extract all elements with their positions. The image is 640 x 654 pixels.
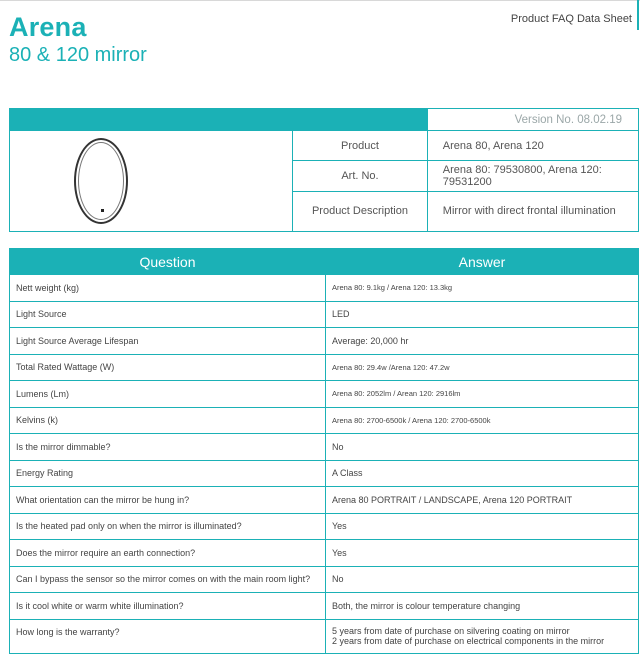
table-row — [10, 593, 639, 620]
answer-cell: A Class — [326, 460, 639, 487]
answer-cell: Yes — [326, 513, 639, 540]
table-row — [10, 513, 639, 540]
warranty-line-2: 2 years from date of purchase on electrical components in the mirror — [332, 636, 605, 647]
answer-cell: Arena 80: 9.1kg / Arena 120: 13.3kg — [326, 275, 639, 302]
answer-cell: Average: 20,000 hr — [326, 328, 639, 355]
answer-cell: Arena 80: 2700-6500k / Arena 120: 2700-6500k — [326, 407, 639, 434]
product-image-cell — [10, 131, 293, 232]
question-cell: Is it cool white or warm white illumination? — [10, 593, 326, 620]
answer-cell: No — [326, 566, 639, 593]
product-table-band — [10, 109, 428, 131]
table-row — [10, 540, 639, 567]
table-row — [10, 619, 639, 654]
table-row — [10, 566, 639, 593]
answer-cell: Arena 80: 2052lm / Arean 120: 2916lm — [326, 381, 639, 408]
page-subtitle: 80 & 120 mirror — [9, 44, 147, 66]
table-row — [10, 487, 639, 514]
answer-column-header: Answer — [326, 249, 639, 275]
question-cell: Kelvins (k) — [10, 407, 326, 434]
question-cell: How long is the warranty? — [10, 619, 326, 654]
document-type-label: Product FAQ Data Sheet — [510, 13, 632, 25]
question-cell: What orientation can the mirror be hung in? — [10, 487, 326, 514]
sensor-dot — [101, 209, 104, 212]
answer-cell: Yes — [326, 540, 639, 567]
product-description-label: Product Description — [293, 191, 428, 231]
product-value: Arena 80, Arena 120 — [427, 131, 638, 161]
question-cell: Is the heated pad only on when the mirror is illuminated? — [10, 513, 326, 540]
art-no-label: Art. No. — [293, 161, 428, 191]
question-cell: Light Source Average Lifespan — [10, 328, 326, 355]
question-cell: Light Source — [10, 301, 326, 328]
answer-cell: No — [326, 434, 639, 461]
table-row — [10, 407, 639, 434]
top-rule — [0, 0, 640, 1]
answer-cell: Arena 80 PORTRAIT / LANDSCAPE, Arena 120 PORTRAIT — [326, 487, 639, 514]
answer-cell: Both, the mirror is colour temperature changing — [326, 593, 639, 620]
table-row — [10, 354, 639, 381]
warranty-line-1: 5 years from date of purchase on silvering coating on mirror — [332, 626, 570, 637]
version-number: Version No. 08.02.19 — [427, 109, 638, 131]
question-cell: Does the mirror require an earth connection? — [10, 540, 326, 567]
question-column-header: Question — [10, 249, 326, 275]
answer-cell — [326, 619, 639, 654]
answer-cell: Arena 80: 29.4w /Arena 120: 47.2w — [326, 354, 639, 381]
table-row — [10, 381, 639, 408]
question-cell: Lumens (Lm) — [10, 381, 326, 408]
product-info-table — [9, 108, 639, 232]
product-description-value: Mirror with direct frontal illumination — [427, 191, 638, 231]
question-cell: Is the mirror dimmable? — [10, 434, 326, 461]
table-row — [10, 301, 639, 328]
question-cell: Nett weight (kg) — [10, 275, 326, 302]
table-row — [10, 328, 639, 355]
page-title: Arena — [9, 12, 87, 42]
answer-cell: LED — [326, 301, 639, 328]
question-cell: Can I bypass the sensor so the mirror comes on with the main room light? — [10, 566, 326, 593]
top-accent-bar — [637, 0, 639, 30]
question-cell: Total Rated Wattage (W) — [10, 354, 326, 381]
question-cell: Energy Rating — [10, 460, 326, 487]
art-no-value: Arena 80: 79530800, Arena 120: 79531200 — [427, 161, 638, 191]
table-row — [10, 434, 639, 461]
oval-mirror-image — [74, 138, 128, 224]
table-row — [10, 275, 639, 302]
product-label: Product — [293, 131, 428, 161]
table-row — [10, 460, 639, 487]
faq-table — [9, 248, 639, 654]
